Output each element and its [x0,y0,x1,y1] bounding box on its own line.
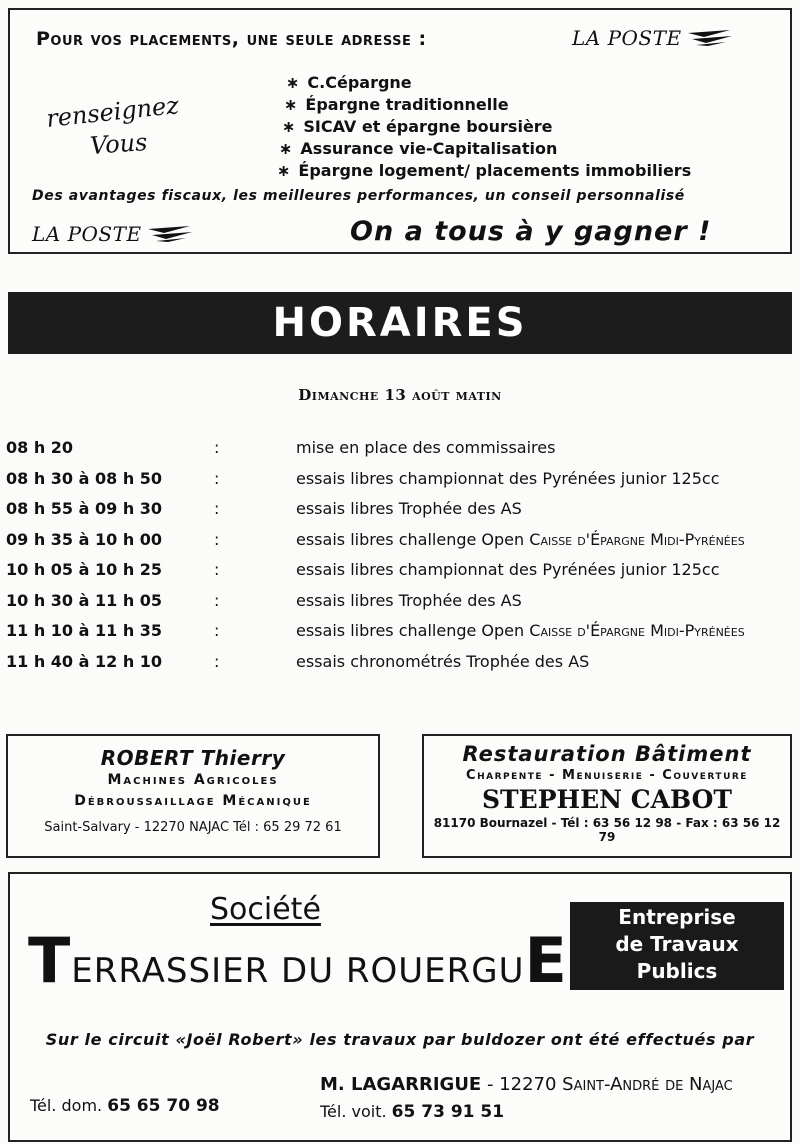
schedule-time: 10 h 05 à 10 h 25 [6,560,163,579]
table-row [6,591,796,622]
poste-headline: Pour vos placements, une seule adresse : [36,28,427,50]
la-poste-logo-text: LA POSTE [572,26,682,50]
la-poste-ad [8,8,792,254]
la-poste-logo [572,26,734,50]
ad-address: 81170 Bournazel - Tél : 63 56 12 98 - Fax : 63 56 12 79 [433,816,781,844]
script-renseignez: renseignez [44,91,181,133]
schedule-desc: mise en place des commissaires [296,438,556,457]
colon: : [214,590,220,610]
robert-thierry-ad [6,734,380,858]
schedule-time: 08 h 55 à 09 h 30 [6,499,163,518]
list-item: ∗ C.Cépargne [286,73,412,92]
schedule-time: 11 h 10 à 11 h 35 [6,621,163,640]
horaires-subtitle: Dimanche 13 août matin [298,386,502,404]
schedule-desc: essais libres Trophée des AS [296,499,522,518]
table-row [6,499,796,530]
script-vous: Vous [89,128,149,160]
schedule-desc: essais libres challenge Open Caisse d'Épargne Midi-Pyrénées [296,621,745,640]
colon: : [214,468,220,488]
la-poste-logo-bottom [32,222,194,246]
products-list [277,72,692,182]
table-row [6,652,796,683]
colon: : [214,499,220,518]
slogan: On a tous à y gagner ! [350,216,712,247]
table-row [6,530,796,561]
schedule-time: 11 h 40 à 12 h 10 [6,651,163,671]
tel-dom: Tél. dom. 65 65 70 98 [30,1096,220,1116]
societe-label: Société [210,892,321,927]
ad-line: Débroussaillage Mécanique [74,793,312,809]
list-item: ∗ Épargne logement/ placements immobiliers [277,161,692,180]
colon: : [214,651,220,671]
table-row [6,560,796,591]
colon: : [214,529,220,549]
schedule-time: 08 h 20 [6,438,74,457]
list-item: ∗ Épargne traditionnelle [284,95,509,114]
ad-title: Restauration Bâtiment [462,742,752,766]
schedule-desc: essais libres championnat des Pyrénées junior 125cc [296,560,720,579]
table-row [6,621,796,652]
advantages-text: Des avantages fiscaux, les meilleures performances, un conseil personnalisé [32,188,685,204]
schedule-desc: essais libres challenge Open Caisse d'Épargne Midi-Pyrénées [296,529,745,549]
terrassier-ad [8,872,792,1142]
ad-address: Saint-Salvary - 12270 NAJAC Tél : 65 29 72 61 [44,820,342,835]
colon: : [214,438,220,457]
schedule-table [6,438,796,682]
la-poste-bird-icon [146,225,194,243]
ad-trades: Charpente - Menuiserie - Couverture [466,768,748,783]
schedule-desc: essais libres championnat des Pyrénées junior 125cc [296,468,720,488]
colon: : [214,621,220,640]
list-item: ∗ Assurance vie-Capitalisation [279,139,558,158]
schedule-time: 09 h 35 à 10 h 00 [6,529,163,549]
entreprise-box: Entreprise de Travaux Publics [570,902,784,990]
table-row [6,438,796,469]
stephen-cabot-ad [422,734,792,858]
schedule-desc: essais chronométrés Trophée des AS [296,651,590,671]
schedule-desc: essais libres Trophée des AS [296,590,522,610]
la-poste-logo-text: LA POSTE [32,222,142,246]
table-row [6,469,796,500]
colon: : [214,560,220,579]
contact-line: M. LAGARRIGUE - 12270 Saint-André de Najac [320,1074,733,1095]
ad-name: STEPHEN CABOT [481,785,732,814]
list-item: ∗ SICAV et épargne boursière [282,117,553,136]
schedule-time: 10 h 30 à 11 h 05 [6,590,163,610]
company-name: TERRASSIER DU ROUERGUE [28,924,568,997]
circuit-text: Sur le circuit «Joël Robert» les travaux par buldozer ont été effectués par [45,1030,755,1049]
horaires-banner: HORAIRES [8,292,792,354]
tel-voit: Tél. voit. 65 73 91 51 [320,1102,505,1122]
ad-name: ROBERT Thierry [100,746,286,770]
la-poste-bird-icon [686,29,734,47]
schedule-time: 08 h 30 à 08 h 50 [6,468,163,488]
ad-line: Machines Agricoles [107,772,279,788]
